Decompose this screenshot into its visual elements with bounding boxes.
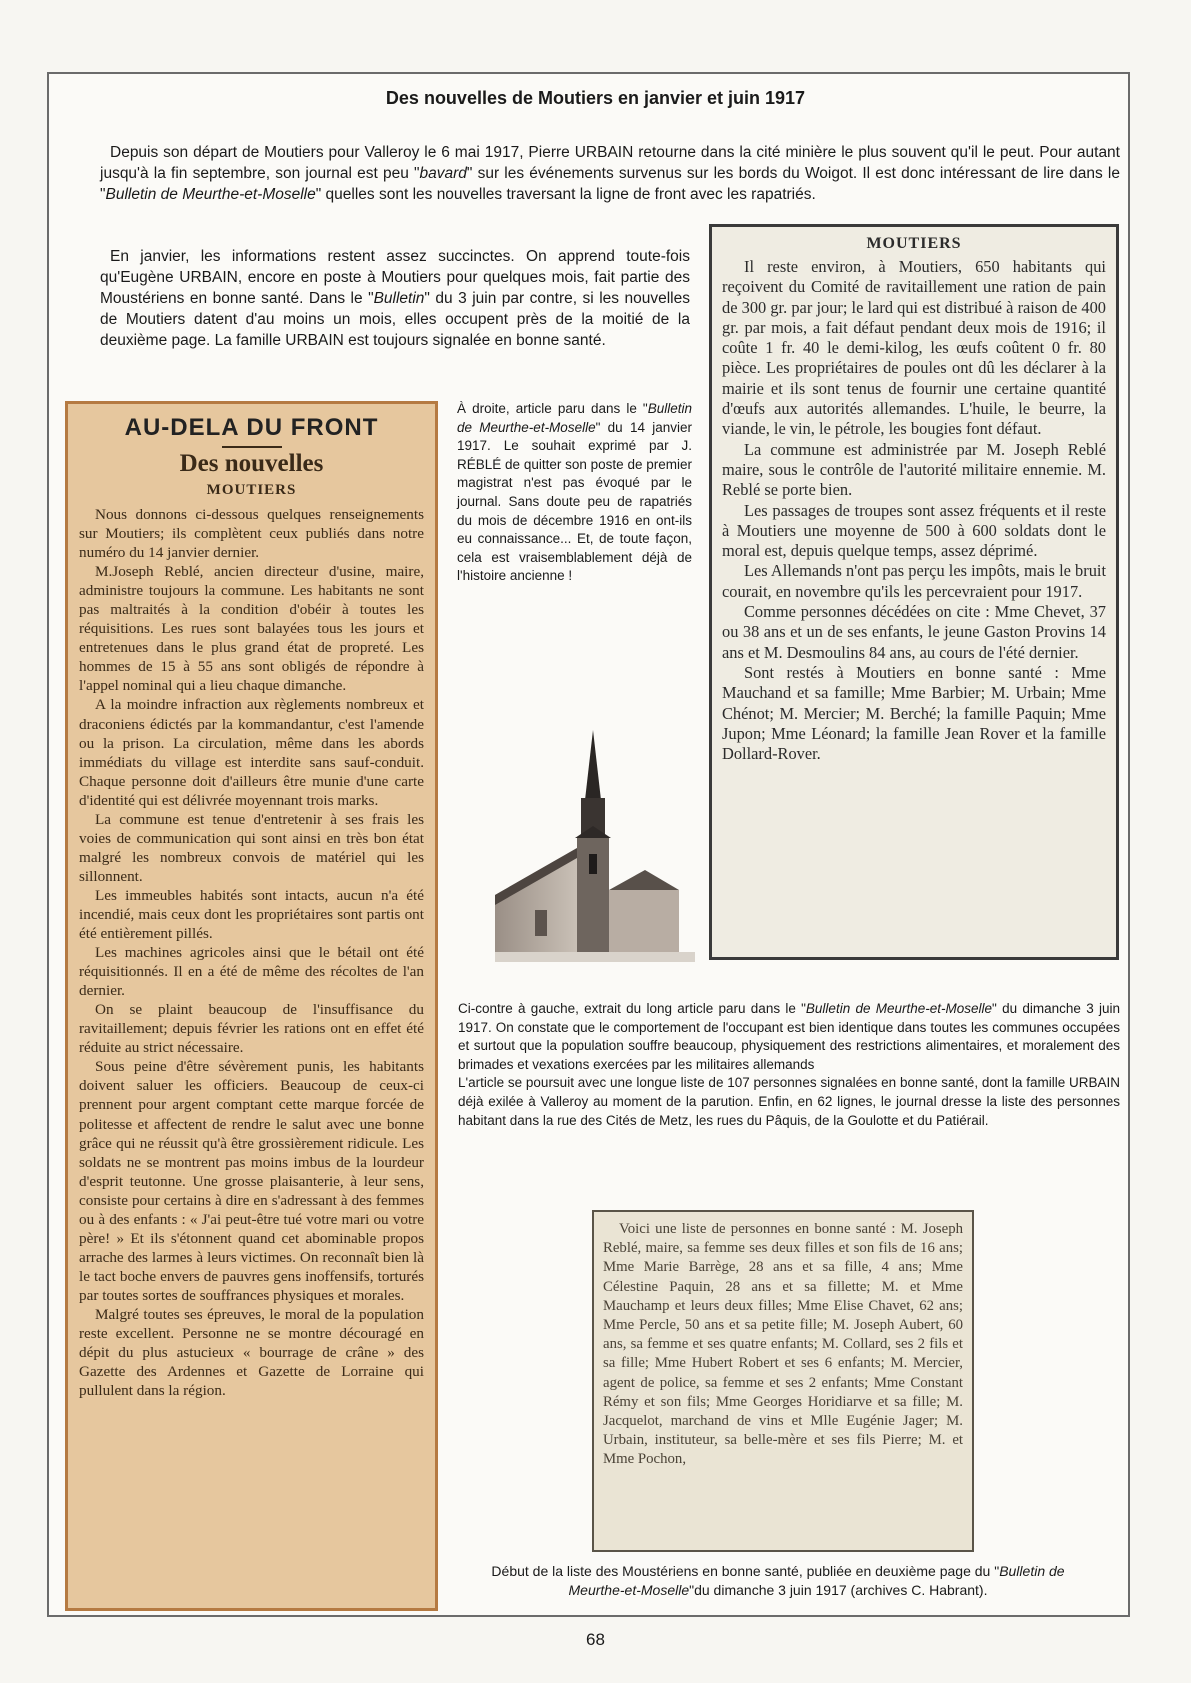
clipping-heading: MOUTIERS: [866, 235, 962, 252]
clipping-paragraph: Comme personnes décédées on cite : Mme Chevet, 37 ou 38 ans et un de ses enfants, le jeune Gaston Provins 14 ans et M. Desmoulins 84 ans, au cours de l'été dernier.: [722, 602, 1106, 662]
clipping-subheading: Des nouvelles: [179, 450, 324, 477]
page-number: 68: [586, 1630, 605, 1649]
clipping-list-good-health: [592, 1210, 974, 1552]
page-title: Des nouvelles de Moutiers en janvier et juin 1917: [385, 88, 806, 108]
clipping-paragraph: Malgré toutes ses épreuves, le moral de la population reste excellent. Personne ne se montre découragé en dépit du plus astucieux « bourrage de crâne » des Gazette des Ardennes et Gazette de Lorraine qui pullulent dans la région.: [79, 1305, 424, 1400]
clipping-paragraph: A la moindre infraction aux règlements nombreux et draconiens édictés par la kommandantur, c'est l'amende ou la prison. La circulation, même dans les abords immédiats du village est interdite sans sauf-conduit. Chaque personne doit d'ailleurs être munie d'une carte d'identité qui est délivrée moyennant trois marks.: [79, 696, 424, 809]
clipping-paragraph: Les passages de troupes sont assez fréquents et il reste à Moutiers une moyenne de 500 à 600 soldats dont le moral est, depuis quelque temps, assez déprimé.: [722, 500, 1106, 561]
church-image: [495, 730, 695, 962]
clipping-june-1917: [65, 401, 438, 1611]
clipping-paragraph: Sous peine d'être sévèrement punis, les habitants doivent saluer les officiers. Beaucoup de ceux-ci prennent pour argent comptant cette marque forcée de politesse et affectent de rendre le salut avec une bonne grâce qui ne réussit qu'à être grossièrement ridicule. Les soldats ne se montrent pas moins imbus de la lourdeur d'esprit teutonne. Une grosse plaisanterie, à leur sens, consiste pour certains à dire en s'adressant à des femmes ou à des enfants : « J'ai peut-être tué votre mari ou votre père! » Et ils s'étonnent quand cet abominable propos arrache des larmes à leurs victimes. On reconnaît bien là le tact boche envers de pauvres gens inoffensifs, torturés par toutes sortes de souffrances physiques et morales.: [79, 1058, 424, 1304]
caption-bottom-list: Début de la liste des Moustériens en bonne santé, publiée en deuxième page du "Bulletin de Meurthe-et-Moselle"du dimanche 3 juin 1917 (archives C. Habrant).: [491, 1563, 1065, 1598]
clipping-paragraph: Il reste environ, à Moutiers, 650 habitants qui reçoivent du Comité de ravitaillement une ration de pain de 300 gr. par jour; le lard qui est distribué à raison de 400 gr. par mois, a fait défaut pendant deux mois de 1916; il coûte 1 fr. 40 le demi-kilog, les œufs coûtent 0 fr. 80 pièce. Les propriétaires de poules ont dû les déclarer à la mairie et ils sont tenus de fournir une certaine quantité d'œufs aux autorités allemandes. L'huile, le beurre, la viande, le vin, le pétrole, les bougies font défaut.: [722, 257, 1106, 439]
clipping-paragraph: La commune est tenue d'entretenir à ses frais les voies de communication qui sont ainsi en très bon état malgré les nombreux convois de matériel qui les sillonnent.: [79, 810, 424, 885]
clipping-paragraph: Les machines agricoles ainsi que le bétail ont été réquisitionnés. Il en a été de même des récoltes de l'an dernier.: [79, 944, 424, 1000]
caption-right-article: À droite, article paru dans le "Bulletin de Meurthe-et-Moselle" du 14 janvier 1917. Le souhait exprimé par J. RÉBLÉ de quitter son poste de premier magistrat n'est pas évoqué par le journal. Sans doute peu de rapatriés du mois de décembre 1916 en ont-ils eu connaissance... Et, de toute façon, cela est vraisemblablement déjà de l'histoire ancienne !: [457, 401, 692, 584]
clipping-paragraph: Les immeubles habités sont intacts, aucun n'a été incendié, mais ceux dont les propriétaires sont partis ont été entièrement pillés.: [79, 886, 424, 943]
heading-rule: [222, 446, 282, 448]
intro-paragraph: Depuis son départ de Moutiers pour Valleroy le 6 mai 1917, Pierre URBAIN retourne dans la cité minière le plus souvent qu'il le peut. Pour autant jusqu'à la fin septembre, son journal est peu "bavard" sur les événements survenus sur les bords du Woigot. Il est donc intéressant de lire dans le "Bulletin de Meurthe-et-Moselle" quelles sont les nouvelles traversant la ligne de front avec les rapatriés.: [100, 144, 1120, 203]
clipping-body: [722, 257, 1106, 764]
clipping-paragraph: On se plaint beaucoup de l'insuffisance du ravitaillement; depuis février les rations ont en effet été réduite au strict nécessaire.: [79, 1001, 424, 1057]
clipping-paragraph: Sont restés à Moutiers en bonne santé : Mme Mauchand et sa famille; Mme Barbier; M. Urbain; Mme Chénot; M. Mercier; M. Berché; la famille Paquin; Mme Jupon; Mme Léonard; la famille Jean Rover et la famille Dollard-Rover.: [722, 662, 1106, 764]
clipping-body: [603, 1220, 963, 1470]
clipping-body: [79, 505, 424, 1400]
clipping-paragraph: Voici une liste de personnes en bonne santé : M. Joseph Reblé, maire, sa femme ses deux filles et son fils de 16 ans; Mme Marie Barrège, 28 ans et sa fille, 4 ans; Mme Célestine Paquin, 28 ans et sa fillette; M. et Mme Mauchamp et leurs deux filles; Mme Elise Chavet, 62 ans; Mme Percle, 50 ans et sa petite fille; M. Joseph Aubert, 60 ans, sa femme et ses quatre enfants; M. Collard, ses 2 fils et sa fille; Mme Hubert Robert et ses 6 enfants; M. Mercier, agent de police, sa femme et ses 2 enfants; Mme Constant Rémy et son fils; Mme Georges Horidiarve et sa fille; M. Jacquelot, marchand de vins et Mlle Eugénie Jager; M. Urbain, instituteur, sa belle-mère et ses fils Pierre; M. et Mme Pochon,: [603, 1221, 963, 1468]
clipping-heading: AU-DELA DU FRONT: [124, 414, 379, 441]
clipping-paragraph: La commune est administrée par M. Joseph Reblé maire, sous le contrôle de l'autorité militaire ennemie. M. Reblé se porte bien.: [722, 439, 1106, 500]
clipping-place: MOUTIERS: [206, 482, 297, 498]
clipping-paragraph: Nous donnons ci-dessous quelques renseignements sur Moutiers; ils complètent ceux publiés dans notre numéro du 14 janvier dernier.: [79, 506, 424, 562]
clipping-paragraph: Les Allemands n'ont pas perçu les impôts, mais le bruit courait, en novembre qu'ils les percevraient pour 1917.: [722, 561, 1106, 601]
caption-left-article: Ci-contre à gauche, extrait du long article paru dans le "Bulletin de Meurthe-et-Moselle" du dimanche 3 juin 1917. On constate que le comportement de l'occupant est bien identique dans toutes les communes occupées et surtout que la population souffre beaucoup, physiquement des restrictions alimentaires, et moralement des brimades et vexations exercées par les militaires allemands L'article se poursuit avec une longue liste de 107 personnes signalées en bonne santé, dont la famille URBAIN déjà exilée à Valleroy au moment de la parution. Enfin, en 62 lignes, le journal dresse la liste des personnes habitant dans la rue des Cités de Metz, les rues du Pâquis, de la Goulotte et du Patiérail.: [458, 1001, 1120, 1128]
second-paragraph: En janvier, les informations restent assez succinctes. On apprend toute-fois qu'Eugène URBAIN, encore en poste à Moutiers pour quelques mois, fait partie des Moustériens en bonne santé. Dans le "Bulletin" du 3 juin par contre, si les nouvelles de Moutiers datent d'au moins un mois, elles occupent près de la moitié de la deuxième page. La famille URBAIN est toujours signalée en bonne santé.: [100, 248, 690, 349]
clipping-paragraph: M.Joseph Reblé, ancien directeur d'usine, maire, administre toujours la commune. Les habitants ne sont pas maltraités à la condition d'obéir à toutes les réquisitions. Les rues sont balayées tous les jours et entretenues dans le plus grand état de propreté. Les hommes de 15 à 55 ans sont obligés de répondre à l'appel nominal qui a lieu chaque dimanche.: [79, 563, 424, 695]
clipping-january-1917: [709, 224, 1119, 960]
